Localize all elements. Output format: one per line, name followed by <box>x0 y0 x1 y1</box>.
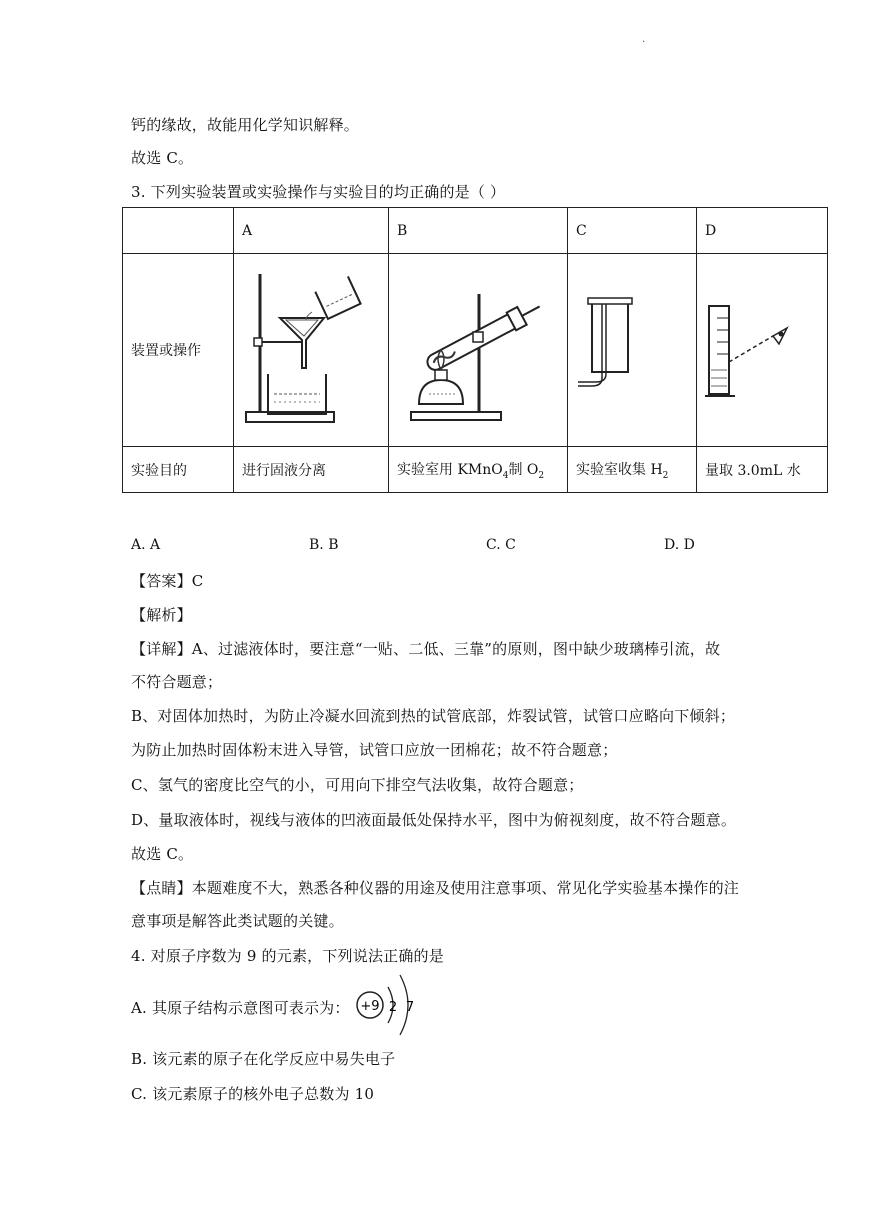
table-header-cell <box>123 208 234 254</box>
q4-option-a: A. 其原子结构示意图可表示为： <box>131 999 350 1017</box>
tip-line: 意事项是解答此类试题的关键。 <box>131 912 344 930</box>
option-d: D. D <box>664 537 695 553</box>
text-line: 故选 C。 <box>131 149 194 167</box>
shell-2-electrons: 7 <box>405 1000 415 1015</box>
atom-structure-diagram <box>352 969 422 1039</box>
question-4-stem: 4. 对原子序数为 9 的元素，下列说法正确的是 <box>131 947 444 965</box>
detail-line: 【详解】A、过滤液体时，要注意“一贴、二低、三靠”的原则，图中缺少玻璃棒引流，故 <box>131 640 721 658</box>
purpose-a: 进行固液分离 <box>234 447 389 493</box>
row-label-purpose: 实验目的 <box>123 447 234 493</box>
q4-option-c: C. 该元素原子的核外电子总数为 10 <box>131 1085 375 1103</box>
table-header-b: B <box>389 208 568 254</box>
text-line: 钙的缘故，故能用化学知识解释。 <box>131 116 360 134</box>
detail-line: 故选 C。 <box>131 845 194 863</box>
question-3-stem: 3. 下列实验装置或实验操作与实验目的均正确的是（ ） <box>131 183 506 201</box>
figure-c-gas-collection <box>568 254 697 447</box>
table-header-a: A <box>234 208 389 254</box>
purpose-d: 量取 3.0mL 水 <box>697 447 828 493</box>
q4-option-b: B. 该元素的原子在化学反应中易失电子 <box>131 1050 396 1068</box>
detail-line: D、量取液体时，视线与液体的凹液面最低处保持水平，图中为俯视刻度，故不符合题意。 <box>131 811 737 829</box>
figure-a-filtration <box>234 254 389 447</box>
detail-line: B、对固体加热时，为防止冷凝水回流到热的试管底部，炸裂试管，试管口应略向下倾斜； <box>131 707 736 725</box>
tip-line: 【点睛】本题难度不大，熟悉各种仪器的用途及使用注意事项、常见化学实验基本操作的注 <box>131 879 740 897</box>
detail-line: C、氢气的密度比空气的小，可用向下排空气法收集，故符合题意； <box>131 776 584 794</box>
purpose-b: 实验室用 KMnO$_4$制 $O_2$ <box>389 447 568 493</box>
table-header-c: C <box>568 208 697 254</box>
option-a: A. A <box>131 537 161 553</box>
detail-line: 为防止加热时固体粉末进入导管，试管口应放一团棉花；故不符合题意； <box>131 741 618 759</box>
nucleus-label: +9 <box>360 999 380 1014</box>
figure-d-measuring-cylinder <box>697 254 828 447</box>
purpose-c: 实验室收集 $H_2$ <box>568 447 697 493</box>
option-b: B. B <box>309 537 339 553</box>
shell-1-electrons: 2 <box>388 1000 398 1015</box>
experiment-table <box>122 207 828 493</box>
page-mark: . <box>642 34 646 45</box>
analysis-heading: 【解析】 <box>131 606 192 624</box>
answer-line: 【答案】C <box>131 572 204 590</box>
option-c: C. C <box>486 537 516 553</box>
table-header-d: D <box>697 208 828 254</box>
detail-line: 不符合题意； <box>131 673 223 691</box>
row-label-apparatus: 装置或操作 <box>123 254 234 447</box>
figure-b-heating <box>389 254 568 447</box>
